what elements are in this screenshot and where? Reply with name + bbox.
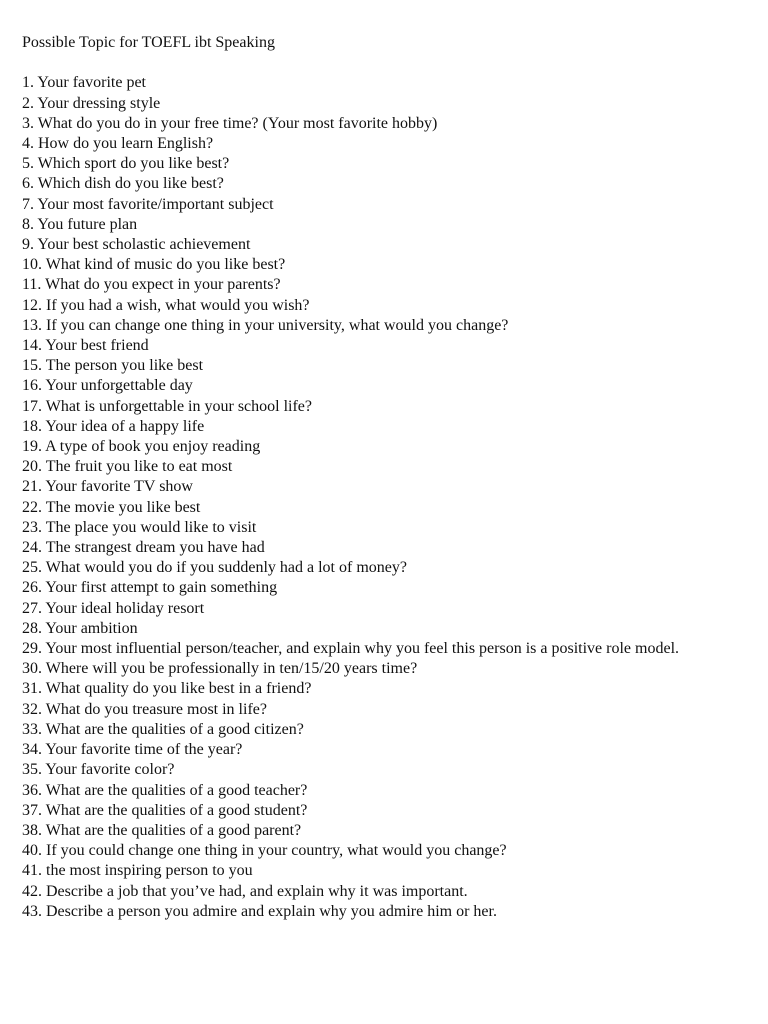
topic-item: 9. Your best scholastic achievement	[22, 236, 251, 254]
topic-item: 37. What are the qualities of a good student?	[22, 801, 308, 819]
topic-item: 33. What are the qualities of a good citizen?	[22, 720, 304, 738]
document-title: Possible Topic for TOEFL ibt Speaking	[22, 34, 275, 51]
topic-item: 4. How do you learn English?	[22, 135, 214, 152]
topic-item: 17. What is unforgettable in your school life?	[22, 397, 313, 415]
topic-item: 27. Your ideal holiday resort	[22, 599, 205, 617]
topic-item: 6. Which dish do you like best?	[22, 175, 224, 193]
topic-item: 29. Your most influential person/teacher, and explain why you feel this person is a positive role model.	[22, 640, 680, 658]
topic-item: 28. Your ambition	[22, 619, 138, 637]
topic-item: 7. Your most favorite/important subject	[22, 195, 274, 213]
topic-item: 22. The movie you like best	[22, 498, 201, 516]
topic-item: 19. A type of book you enjoy reading	[22, 438, 261, 456]
topic-list	[22, 73, 722, 922]
topic-item: 5. Which sport do you like best?	[22, 155, 230, 173]
topic-item: 18. Your idea of a happy life	[22, 417, 205, 435]
topic-item: 26. Your first attempt to gain something	[22, 579, 278, 597]
topic-item: 23. The place you would like to visit	[22, 518, 257, 536]
topic-item: 32. What do you treasure most in life?	[22, 700, 267, 718]
topic-item: 42. Describe a job that you’ve had, and explain why it was important.	[22, 882, 468, 900]
topic-item: 41. the most inspiring person to you	[22, 862, 253, 880]
document-page	[22, 33, 722, 922]
topic-item: 1. Your favorite pet	[22, 74, 146, 92]
topic-item: 14. Your best friend	[22, 337, 149, 355]
topic-item: 40. If you could change one thing in your country, what would you change?	[22, 842, 507, 860]
topic-item: 2. Your dressing style	[22, 94, 161, 112]
topic-item: 38. What are the qualities of a good parent?	[22, 821, 302, 839]
topic-item: 11. What do you expect in your parents?	[22, 276, 281, 294]
topic-item: 8. You future plan	[22, 215, 138, 233]
topic-item: 34. Your favorite time of the year?	[22, 741, 243, 759]
topic-item: 21. Your favorite TV show	[22, 478, 193, 496]
topic-item: 24. The strangest dream you have had	[22, 539, 265, 557]
topic-item: 30. Where will you be professionally in ten/15/20 years time?	[22, 660, 418, 678]
topic-item: 16. Your unforgettable day	[22, 377, 193, 395]
topic-item: 25. What would you do if you suddenly had a lot of money?	[22, 559, 407, 577]
topic-item: 12. If you had a wish, what would you wish?	[22, 296, 310, 314]
topic-item: 20. The fruit you like to eat most	[22, 458, 233, 476]
topic-item: 3. What do you do in your free time? (Your most favorite hobby)	[22, 114, 438, 132]
topic-item: 31. What quality do you like best in a friend?	[22, 680, 312, 698]
topic-item: 10. What kind of music do you like best?	[22, 256, 286, 274]
topic-item: 43. Describe a person you admire and explain why you admire him or her.	[22, 902, 497, 920]
topic-item: 15. The person you like best	[22, 357, 204, 375]
topic-item: 13. If you can change one thing in your university, what would you change?	[22, 316, 509, 334]
topic-item: 36. What are the qualities of a good teacher?	[22, 781, 308, 799]
topic-item: 35. Your favorite color?	[22, 761, 175, 779]
